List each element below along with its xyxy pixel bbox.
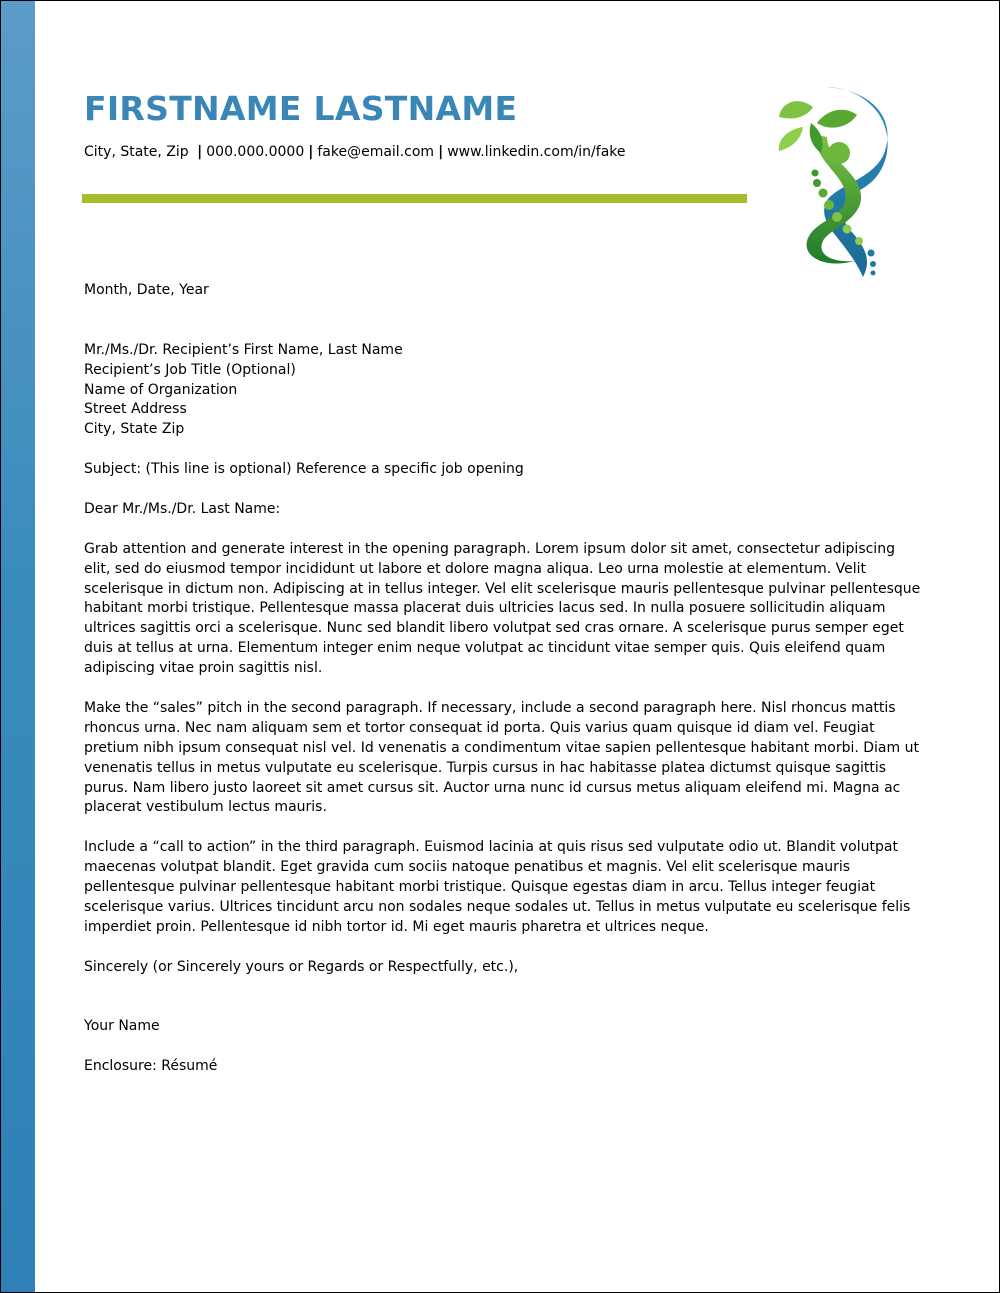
contact-phone: 000.000.0000 bbox=[206, 144, 305, 160]
signature-name: Your Name bbox=[84, 1018, 160, 1035]
header-divider bbox=[82, 194, 747, 203]
recipient-city-state-zip: City, State Zip bbox=[84, 421, 185, 438]
dna-leaf-logo-icon bbox=[767, 81, 899, 285]
recipient-street: Street Address bbox=[84, 401, 187, 418]
letter-body bbox=[84, 281, 924, 1077]
recipient-organization: Name of Organization bbox=[84, 381, 238, 398]
closing: Sincerely (or Sincerely yours or Regards or Respectfully, etc.), bbox=[84, 958, 519, 975]
recipient-job-title: Recipient’s Job Title (Optional) bbox=[84, 361, 296, 378]
paragraph-call-to-action: Include a “call to action” in the third paragraph. Euismod lacinia at quis risus sed vulputate odio ut. Blandit volutpat maecenas volutpat blandit. Eget gravida cum sociis natoque penatibus et magnis. Vel elit scelerisque mauris pellentesque pulvinar pellentesque habitant morbi tristique. Quisque egestas diam in arcu. Tellus integer feugiat scelerisque varius. Ultrices tincidunt arcu non sodales neque sodales ut. Tellus in metus vulputate eu scelerisque felis imperdiet proin. Pellentesque id nibh tortor id. Mi eget mauris pharetra et ultrices neque. bbox=[84, 839, 911, 935]
paragraph-pitch: Make the “sales” pitch in the second paragraph. If necessary, include a second paragraph here. Nisl rhoncus mattis rhoncus urna. Nec nam aliquam sem et tortor consequat id porta. Quis varius quam quisque id diam vel. Feugiat pretium nibh ipsum consequat nisl vel. Id venenatis a condimentum vitae sapien pellentesque habitant morbi. Diam ut venenatis tellus in metus vulputate eu scelerisque. Turpis cursus in hac habitasse platea dictumst quisque sagittis purus. Nam libero justo laoreet sit amet cursus sit. Auctor urna nunc id cursus metus aliquam eleifend mi. Magna ac placerat vestibulum lectus mauris. bbox=[84, 699, 919, 816]
contact-separator: | bbox=[197, 144, 203, 160]
contact-separator: | bbox=[308, 144, 314, 160]
applicant-name: FIRSTNAME LASTNAME bbox=[84, 89, 518, 128]
contact-linkedin: www.linkedin.com/in/fake bbox=[447, 144, 626, 160]
letter-date: Month, Date, Year bbox=[84, 282, 209, 298]
subject-line: Subject: (This line is optional) Reference a specific job opening bbox=[84, 461, 524, 478]
contact-location: City, State, Zip bbox=[84, 144, 189, 160]
paragraph-opening: Grab attention and generate interest in the opening paragraph. Lorem ipsum dolor sit amet, consectetur adipiscing elit, sed do eiusmod tempor incididunt ut labore et dolore magna aliqua. Leo urna molestie at elementum. Velit scelerisque in dictum non. Adipiscing at in tellus integer. Vel elit scelerisque mauris pellentesque pulvinar pellentesque habitant morbi tristique. Pellentesque massa placerat duis ultricies lacus sed. In nulla posuere sollicitudin aliquam ultrices sagittis orci a scelerisque. Nunc sed blandit libero volutpat sed cras ornare. A scelerisque purus semper eget duis at tellus at urna. Elementum integer enim neque volutpat ac tincidunt vitae semper quis. Quis eleifend quam adipiscing vitae proin sagittis nisl. bbox=[84, 540, 921, 677]
salutation: Dear Mr./Ms./Dr. Last Name: bbox=[84, 500, 281, 517]
enclosure-line: Enclosure: Résumé bbox=[84, 1058, 218, 1075]
contact-line bbox=[84, 143, 626, 161]
contact-separator: | bbox=[438, 144, 444, 160]
recipient-name: Mr./Ms./Dr. Recipient’s First Name, Last Name bbox=[84, 341, 403, 358]
contact-email: fake@email.com bbox=[317, 144, 435, 160]
sidebar-accent-bar bbox=[1, 1, 35, 1292]
